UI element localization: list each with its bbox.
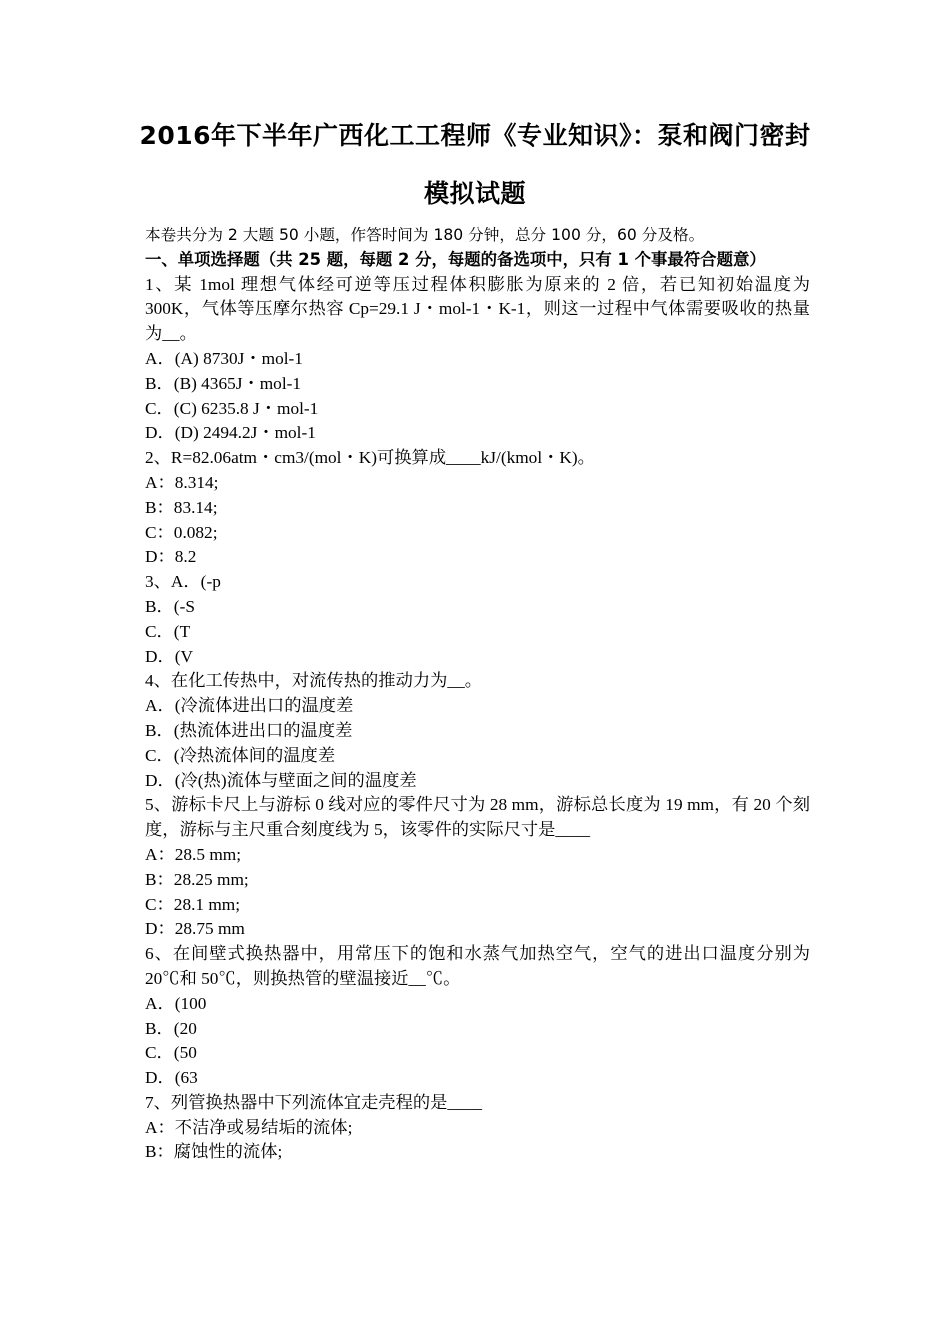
option-d: D．(V <box>145 646 193 666</box>
option-a: A：28.5 mm; <box>145 844 242 864</box>
question-text: 7、列管换热器中下列流体宜走壳程的是____ <box>145 1092 482 1112</box>
question-text: 6、在间壁式换热器中，用常压下的饱和水蒸气加热空气，空气的进出口温度分别为 20℃和 50℃，则换热管的壁温接近__℃。 <box>145 944 810 988</box>
exam-intro: 本卷共分为 2 大题 50 小题，作答时间为 180 分钟，总分 100 分，60 分及格。 <box>145 226 705 244</box>
option-a: A．(冷流体进出口的温度差 <box>145 696 354 716</box>
question-text: 4、在化工传热中，对流传热的推动力为__。 <box>145 671 482 691</box>
option-d: D：8.2 <box>145 547 197 567</box>
question-6 <box>145 942 810 1091</box>
option-c: C：0.082; <box>145 522 218 542</box>
option-b: B：腐蚀性的流体; <box>145 1142 283 1162</box>
document-body <box>145 223 810 1165</box>
option-a: A：8.314; <box>145 472 219 492</box>
question-text: 3、A．(-p <box>145 572 221 592</box>
title-line-2: 模拟试题 <box>423 179 526 208</box>
option-b: B：83.14; <box>145 497 218 517</box>
title-line-1: 2016年下半年广西化工工程师《专业知识》：泵和阀门密封 <box>139 121 811 150</box>
document-title <box>120 113 830 217</box>
question-5 <box>145 793 810 942</box>
option-c: C．(C) 6235.8 J・mol-1 <box>145 398 319 418</box>
option-b: B．(20 <box>145 1018 197 1038</box>
question-text: 1、某 1mol 理想气体经可逆等压过程体积膨胀为原来的 2 倍，若已知初始温度为 300K，气体等压摩尔热容 Cp=29.1 J・mol-1・K-1，则这一过程中气体需要吸收的热量为__。 <box>145 274 810 344</box>
question-text: 2、R=82.06atm・cm3/(mol・K)可换算成____kJ/(kmol・K)。 <box>145 448 595 468</box>
option-b: B．(B) 4365J・mol-1 <box>145 373 302 393</box>
question-4 <box>145 669 810 793</box>
question-text: 5、游标卡尺上与游标 0 线对应的零件尺寸为 28 mm，游标总长度为 19 mm，有 20 个刻度，游标与主尺重合刻度线为 5，该零件的实际尺寸是____ <box>145 795 810 840</box>
question-3 <box>145 570 810 669</box>
question-2 <box>145 446 810 570</box>
option-c: C．(50 <box>145 1043 197 1063</box>
option-d: D：28.75 mm <box>145 919 245 939</box>
question-7 <box>145 1091 810 1165</box>
option-b: B．(热流体进出口的温度差 <box>145 720 353 740</box>
section-heading: 一、单项选择题（共 25 题，每题 2 分，每题的备选项中，只有 1 个事最符合题意） <box>145 249 766 269</box>
option-d: D．(冷(热)流体与壁面之间的温度差 <box>145 770 417 790</box>
option-b: B：28.25 mm; <box>145 869 249 889</box>
option-b: B．(-S <box>145 596 195 616</box>
question-1 <box>145 273 810 447</box>
option-a: A．(A) 8730J・mol-1 <box>145 348 303 368</box>
option-c: C：28.1 mm; <box>145 894 241 914</box>
option-a: A．(100 <box>145 993 207 1013</box>
option-c: C．(T <box>145 621 191 641</box>
option-a: A：不洁净或易结垢的流体; <box>145 1117 353 1137</box>
option-d: D．(D) 2494.2J・mol-1 <box>145 423 316 443</box>
option-d: D．(63 <box>145 1068 198 1088</box>
option-c: C．(冷热流体间的温度差 <box>145 745 336 765</box>
